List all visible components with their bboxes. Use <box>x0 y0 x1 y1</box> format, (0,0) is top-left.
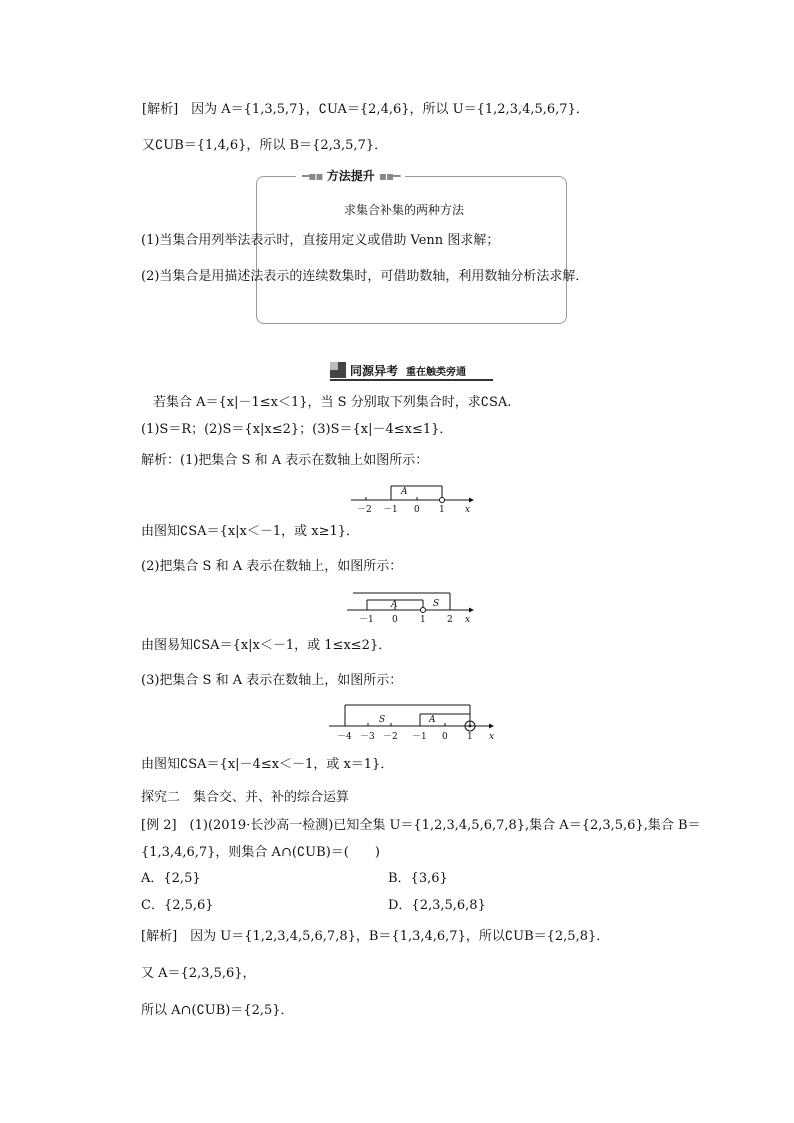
method-box <box>256 176 567 324</box>
badge-icon <box>330 362 346 378</box>
section-heading: 探究二 集合交、并、补的综合运算 <box>141 790 350 805</box>
section-badge <box>330 361 466 379</box>
number-line-figure-1 <box>345 481 485 515</box>
fig2-tick-0: －1 <box>359 615 374 625</box>
solution-line-1: 解析：(1)把集合 S 和 A 表示在数轴上如图所示： <box>141 453 429 468</box>
fig1-tick-2: 0 <box>414 505 420 515</box>
fig3-label-S: S <box>379 715 386 725</box>
fig1-axis-var: x <box>465 505 471 515</box>
number-line-figure-3 <box>325 701 505 745</box>
fig1-label-A: A <box>401 487 408 497</box>
fig3-axis-var: x <box>489 732 495 742</box>
fig1-tick-3: 1 <box>439 505 445 515</box>
answer-line-2: 又 A＝{2,3,5,6}， <box>141 966 256 981</box>
badge-subtitle: 重在触类旁通 <box>406 366 467 378</box>
question-line-2: (1)S＝R；(2)S＝{x|x≤2}；(3)S＝{x|－4≤x≤1}． <box>141 422 453 437</box>
fig3-tick-0: －4 <box>337 732 352 742</box>
question-line-1: 若集合 A＝{x|－1≤x＜1}，当 S 分别取下列集合时，求∁SA. <box>153 395 512 410</box>
solution-line-3: (3)把集合 S 和 A 表示在数轴上，如图所示： <box>141 673 403 688</box>
fig1-tick-1: －1 <box>383 505 398 515</box>
fig3-label-A: A <box>429 715 436 725</box>
fig2-tick-1: 0 <box>392 615 398 625</box>
option-a: A．{2,5} <box>141 871 201 886</box>
answer-line-3: 所以 A∩(∁UB)＝{2,5}． <box>141 1003 294 1018</box>
solution-3-result: 由图知∁SA＝{x|－4≤x＜－1，或 x＝1}． <box>141 757 394 772</box>
fig3-tick-4: 0 <box>442 732 448 742</box>
fig3-tick-3: －1 <box>412 732 427 742</box>
analysis-line-2: 又∁UB＝{1,4,6}，所以 B＝{2,3,5,7}． <box>142 138 388 153</box>
example-line-1: [例 2] (1)(2019·长沙高一检测)已知全集 U＝{1,2,3,4,5,6,7,8},集合 A＝{2,3,5,6},集合 B＝ <box>141 818 701 833</box>
method-box-item-2: (2)当集合是用描述法表示的连续数集时，可借助数轴，利用数轴分析法求解． <box>141 269 589 284</box>
fig2-label-A: A <box>391 600 398 610</box>
badge-title: 同源异考 <box>350 363 399 378</box>
option-c: C．{2,5,6} <box>141 898 214 913</box>
method-box-title: ━▪▪ 方法提升 ▪▪━ <box>296 168 405 184</box>
fig3-tick-1: －3 <box>360 732 375 742</box>
fig2-label-S: S <box>433 599 440 609</box>
fig2-tick-2: 1 <box>420 615 426 625</box>
solution-line-2: (2)把集合 S 和 A 表示在数轴上，如图所示： <box>141 559 403 574</box>
example-line-2: {1,3,4,6,7}，则集合 A∩(∁UB)＝( ) <box>141 845 380 860</box>
fig1-tick-0: －2 <box>357 505 372 515</box>
badge-underline <box>330 379 493 381</box>
fig2-tick-3: 2 <box>447 615 453 625</box>
number-line-figure-2 <box>343 590 483 626</box>
analysis-line-1: [解析] 因为 A＝{1,3,5,7}，∁UA＝{2,4,6}，所以 U＝{1,2,3,4,5,6,7}． <box>142 102 589 117</box>
option-b: B．{3,6} <box>388 871 448 886</box>
solution-1-result: 由图知∁SA＝{x|x＜－1，或 x≥1}． <box>141 524 360 539</box>
option-d: D．{2,3,5,6,8} <box>388 898 486 913</box>
fig2-axis-var: x <box>465 615 471 625</box>
answer-line-1: [解析] 因为 U＝{1,2,3,4,5,6,7,8}，B＝{1,3,4,6,7}，所以∁UB＝{2,5,8}． <box>141 929 610 944</box>
fig3-tick-2: －2 <box>383 732 398 742</box>
solution-2-result: 由图易知∁SA＝{x|x＜－1，或 1≤x≤2}． <box>141 638 392 653</box>
fig3-tick-5: 1 <box>467 732 473 742</box>
method-box-item-1: (1)当集合用列举法表示时，直接用定义或借助 Venn 图求解； <box>141 233 500 248</box>
method-box-heading: 求集合补集的两种方法 <box>344 203 465 217</box>
